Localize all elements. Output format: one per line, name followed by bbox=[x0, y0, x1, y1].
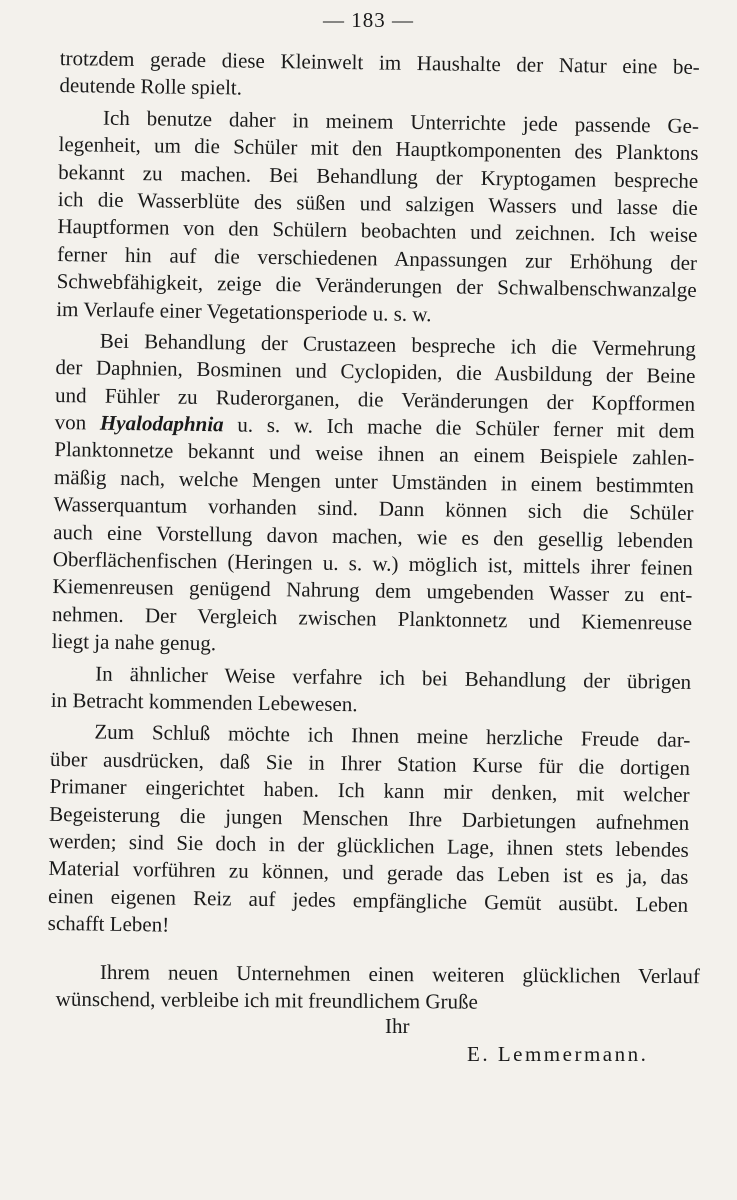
page-number: — 183 — bbox=[323, 8, 414, 32]
text-line: Kiemenreusen genügend Nahrung dem umgebenden Wasser zu ent- bbox=[52, 574, 693, 608]
species-name: Hyalodaphnia bbox=[99, 410, 224, 437]
text-line: deutende Rolle spielt. bbox=[59, 73, 243, 100]
text-line: Wasserquantum vorhanden sind. Dann können sich die Schüler bbox=[53, 492, 694, 526]
text-line: Zum Schluß möchte ich Ihnen meine herzliche Freude dar- bbox=[94, 719, 691, 753]
text-line: Material vorführen zu können, und gerade das Leben ist es ja, das bbox=[48, 856, 689, 890]
text-line: nehmen. Der Vergleich zwischen Planktonnetz und Kiemenreuse bbox=[51, 601, 693, 635]
text-line: der Daphnien, Bosminen und Cyclopiden, die Ausbildung der Beine bbox=[55, 355, 696, 389]
text-line: ferner hin auf die verschiedenen Anpassungen zur Erhöhung der bbox=[56, 241, 698, 275]
text-line: mäßig nach, welche Mengen unter Umständen in einem bestimmten bbox=[53, 464, 695, 498]
text-line: legenheit, um die Schüler mit den Hauptkomponenten des Planktons bbox=[58, 132, 699, 166]
closing-text bbox=[55, 958, 700, 1017]
text-line: werden; sind Sie doch in der glücklichen Lage, ihnen stets lebendes bbox=[48, 828, 689, 862]
closing-line: wünschend, verbleibe ich mit freundlichem Gruße bbox=[55, 987, 478, 1015]
italic-prefix: von bbox=[54, 410, 101, 435]
text-line: trotzdem gerade diese Kleinwelt im Haushalte der Natur eine be- bbox=[59, 45, 700, 79]
salutation: Ihr bbox=[385, 1014, 410, 1038]
text-line: in Betracht kommenden Lebewesen. bbox=[50, 687, 358, 717]
text-line: Hauptformen von den Schülern beobachten und zeichnen. Ich weise bbox=[57, 214, 698, 248]
text-line: schafft Leben! bbox=[47, 911, 170, 937]
text-line: ich die Wasserblüte des süßen und salzigen Wassers und lasse die bbox=[57, 186, 698, 220]
text-line: einen eigenen Reiz auf jedes empfängliche Gemüt ausübt. Leben bbox=[47, 883, 689, 917]
text-line: auch eine Vorstellung davon machen, wie es den gesellig lebenden bbox=[53, 519, 694, 553]
text-line-rest: u. s. w. Ich mache die Schüler ferner mit dem bbox=[237, 412, 695, 443]
body-text bbox=[48, 45, 700, 946]
text-line: Planktonnetze bekannt und weise ihnen an einem Beispiele zahlen- bbox=[54, 437, 695, 471]
text-line: Schwebfähigkeit, zeige die Veränderungen der Schwalbenschwanzalge bbox=[56, 269, 697, 303]
text-line: über ausdrücken, daß Sie in Ihrer Station Kurse für die dortigen bbox=[49, 746, 691, 780]
signature: E. Lemmermann. bbox=[467, 1042, 649, 1066]
closing-line: Ihrem neuen Unternehmen einen weiteren glücklichen Verlauf bbox=[99, 959, 700, 989]
text-line: liegt ja nahe genug. bbox=[51, 629, 217, 656]
text-line: Primaner eingerichtet haben. Ich kann mir denken, mit welcher bbox=[49, 774, 690, 808]
text-line: bekannt zu machen. Bei Behandlung der Kryptogamen bespreche bbox=[58, 159, 699, 193]
text-line: Ich benutze daher in meinem Unterrichte jede passende Ge- bbox=[102, 105, 700, 138]
text-line: Oberflächenfischen (Heringen u. s. w.) möglich ist, mittels ihrer feinen bbox=[52, 546, 693, 580]
text-line: im Verlaufe einer Vegetationsperiode u. s. w. bbox=[56, 296, 432, 326]
text-line: In ähnlicher Weise verfahre ich bei Behandlung der übrigen bbox=[95, 661, 692, 694]
text-line: Begeisterung die jungen Menschen Ihre Darbietungen aufnehmen bbox=[49, 801, 690, 835]
text-line: und Fühler zu Ruderorganen, die Veränderungen der Kopfformen bbox=[54, 382, 696, 416]
text-line: Bei Behandlung der Crustazeen bespreche ich die Vermehrung bbox=[99, 328, 696, 361]
